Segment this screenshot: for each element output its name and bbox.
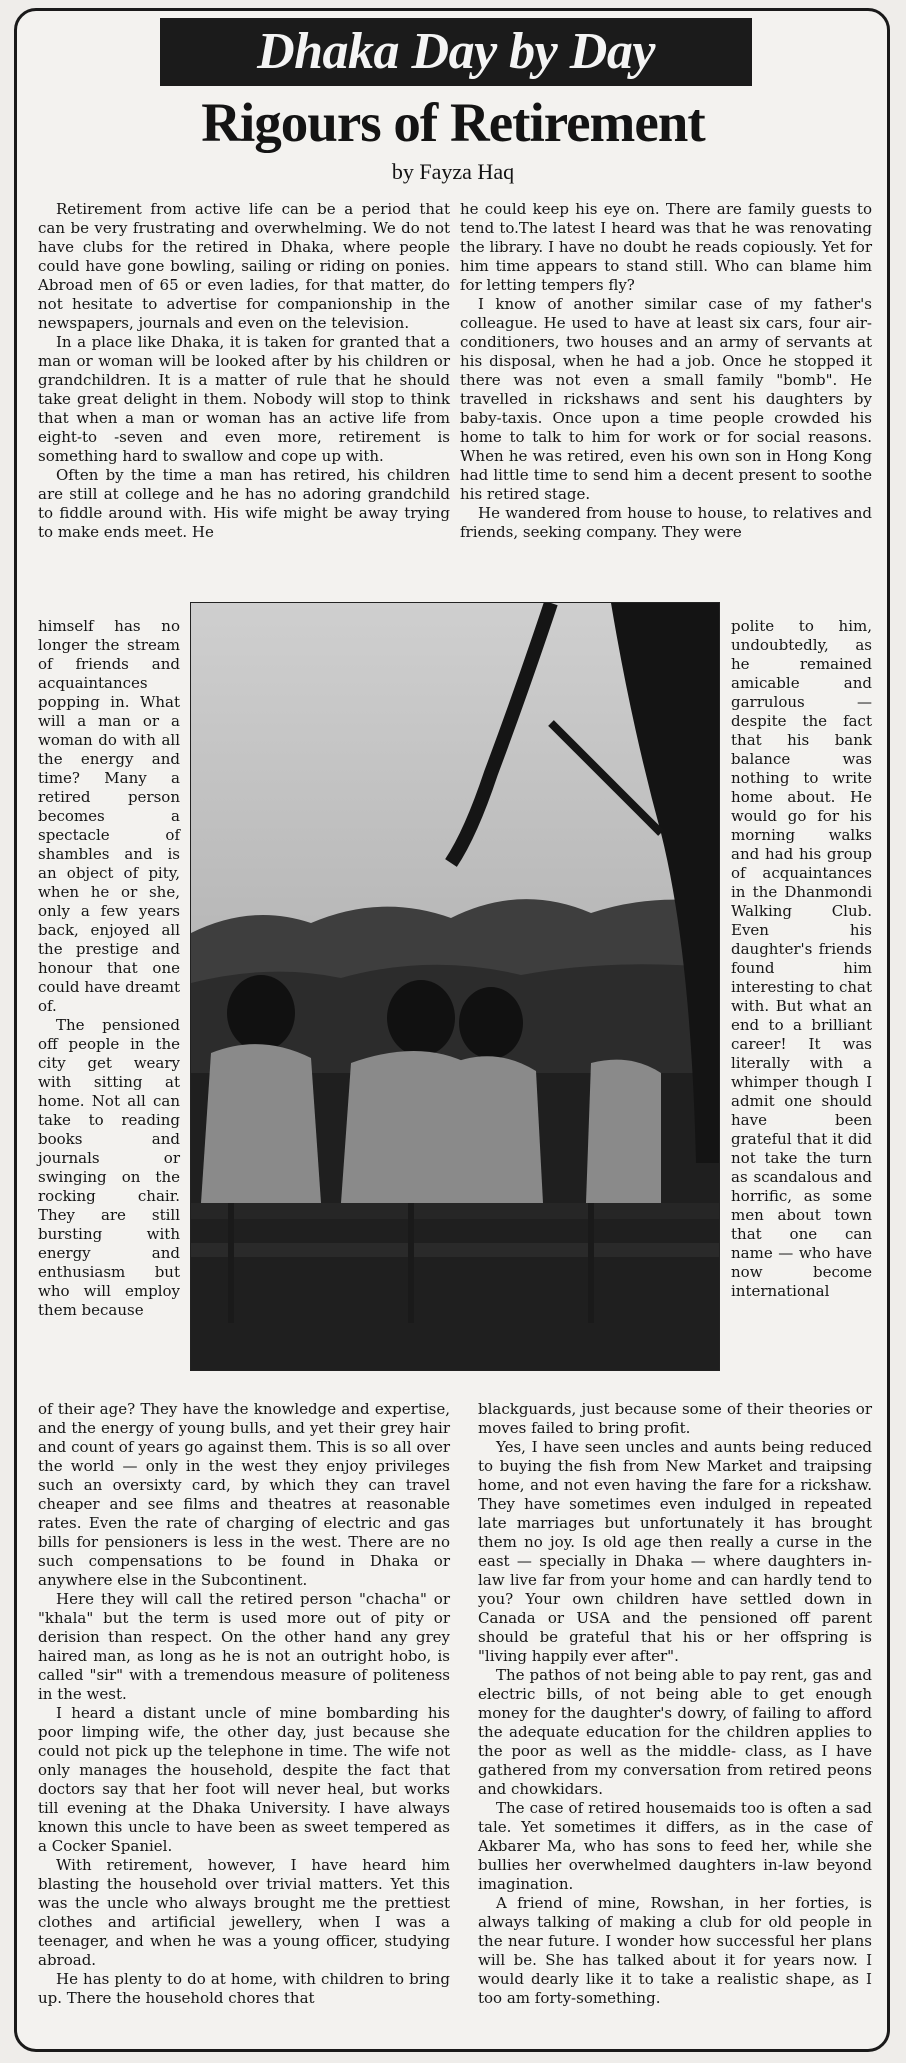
paragraph: The case of retired housemaids too is often a sad tale. Yet sometimes it differs, as in the case of Akbarer Ma, who has sons to feed her, while she bullies her overwhelmed daughters in-law beyond imagination. xyxy=(478,1799,872,1893)
byline: by Fayza Haq xyxy=(391,159,515,184)
paragraph: He has plenty to do at home, with children to bring up. There the household chores that xyxy=(38,1970,450,2007)
paragraph: he could keep his eye on. There are family guests to tend to.The latest I heard was that he was renovating the library. I have no doubt he reads copiously. Yet for him time appears to stand still. Who can blame him for letting tempers fly? xyxy=(460,200,872,294)
paragraph: blackguards, just because some of their theories or moves failed to bring profit. xyxy=(478,1400,872,1437)
column-2-top xyxy=(460,200,872,542)
paragraph: I know of another similar case of my father's colleague. He used to have at least six cars, four air-conditioners, two houses and an army of servants at his disposal, when he had a job. Once he stopped it there was not even a small family "bomb". He travelled in rickshaws and sent his daughters by baby-taxis. Once upon a time people crowded his home to talk to him for work or for social reasons. When he was retired, even his own son in Hong Kong had little time to send him a decent present to soothe his retired stage. xyxy=(460,295,872,503)
photo-elderly-on-bench xyxy=(190,602,720,1371)
paragraph: A friend of mine, Rowshan, in her forties, is always talking of making a club for old people in the near future. I wonder how successful her plans will be. She has talked about it for years now. I would dearly like it to take a realistic shape, as I too am forty-something. xyxy=(478,1894,872,2007)
paragraph: Here they will call the retired person "chacha" or "khala" but the term is used more out of pity or derision than respect. On the other hand any grey haired man, as long as he is not an outright hobo, is called "sir" with a tremendous measure of politeness in the west. xyxy=(38,1590,450,1703)
paragraph: of their age? They have the knowledge and expertise, and the energy of young bulls, and yet their grey hair and count of years go against them. This is so all over the world — only in the west they enjoy privileges such an oversixty card, by which they can travel cheaper and see films and theatres at reasonable rates. Even the rate of charging of electric and gas bills for pensioners is less in the west. There are no such compensations to be found in Dhaka or anywhere else in the Subcontinent. xyxy=(38,1400,450,1589)
paragraph: polite to him, undoubtedly, as he remained amicable and garrulous — despite the fact that his bank balance was nothing to write home about. He would go for his morning walks and had his group of acquaintances in the Dhanmondi Walking Club. Even his daughter's friends found him interesting to chat with. But what an end to a brilliant career! It was literally with a whimper though I admit one should have been grateful that it did not take the turn as scandalous and horrific, as some men about town that one can name — who have now become international xyxy=(731,617,872,1300)
paragraph: Often by the time a man has retired, his children are still at college and he has no adoring grandchild to fiddle around with. His wife might be away trying to make ends meet. He xyxy=(38,466,450,541)
headline: Rigours of Retirement xyxy=(201,92,705,153)
photo-illustration xyxy=(191,603,719,1370)
column-banner: Dhaka Day by Day xyxy=(160,18,752,86)
paragraph: Retirement from active life can be a period that can be very frustrating and overwhelming. We do not have clubs for the retired in Dhaka, where people could have gone bowling, sailing or riding on ponies. Abroad men of 65 or even ladies, for that matter, do not hesitate to advertise for companionship in the newspapers, journals and even on the television. xyxy=(38,200,450,332)
paragraph: I heard a distant uncle of mine bombarding his poor limping wife, the other day, just because she could not pick up the telephone in time. The wife not only manages the household, despite the fact that doctors say that her foot will never heal, but works till evening at the Dhaka University. I have always known this uncle to have been as sweet tempered as a Cocker Spaniel. xyxy=(38,1704,450,1855)
paragraph: With retirement, however, I have heard him blasting the household over trivial matters. Yet this was the uncle who always brought me the prettiest clothes and artificial jewellery, when I was a teenager, and when he was a young officer, studying abroad. xyxy=(38,1856,450,1969)
column-2-bottom xyxy=(478,1400,872,2008)
paragraph: The pensioned off people in the city get weary with sitting at home. Not all can take to reading books and journals or swinging on the rocking chair. They are still bursting with energy and enthusiasm but who will employ them because xyxy=(38,1016,180,1319)
paragraph: The pathos of not being able to pay rent, gas and electric bills, of not being able to get enough money for the daughter's dowry, of failing to afford the adequate education for the children applies to the poor as well as the middle- class, as I have gathered from my conversation from retired peons and chowkidars. xyxy=(478,1666,872,1798)
narrow-column-left xyxy=(38,617,180,1320)
paragraph: Yes, I have seen uncles and aunts being reduced to buying the fish from New Market and traipsing home, and not even having the fare for a rickshaw. They have sometimes even indulged in repeated late marriages but unfortunately it has brought them no joy. Is old age then really a curse in the east — specially in Dhaka — where daughters in-law live far from your home and can hardly tend to you? Your own children have settled down in Canada or USA and the pensioned off parent should be grateful that his or her offspring is "living happily ever after". xyxy=(478,1438,872,1665)
paragraph: In a place like Dhaka, it is taken for granted that a man or woman will be looked after by his children or grandchildren. It is a matter of rule that he should take great delight in them. Nobody will stop to think that when a man or woman has an active life from eight-to -seven and even more, retirement is something hard to swallow and cope up with. xyxy=(38,333,450,465)
narrow-column-right xyxy=(731,617,872,1301)
paragraph: He wandered from house to house, to relatives and friends, seeking company. They were xyxy=(460,504,872,541)
column-1-bottom xyxy=(38,1400,450,2008)
column-1-top xyxy=(38,200,450,542)
paragraph: himself has no longer the stream of friends and acquaintances popping in. What will a man or a woman do with all the energy and time? Many a retired person becomes a spectacle of shambles and is an object of pity, when he or she, only a few years back, enjoyed all the prestige and honour that one could have dreamt of. xyxy=(38,617,180,1015)
